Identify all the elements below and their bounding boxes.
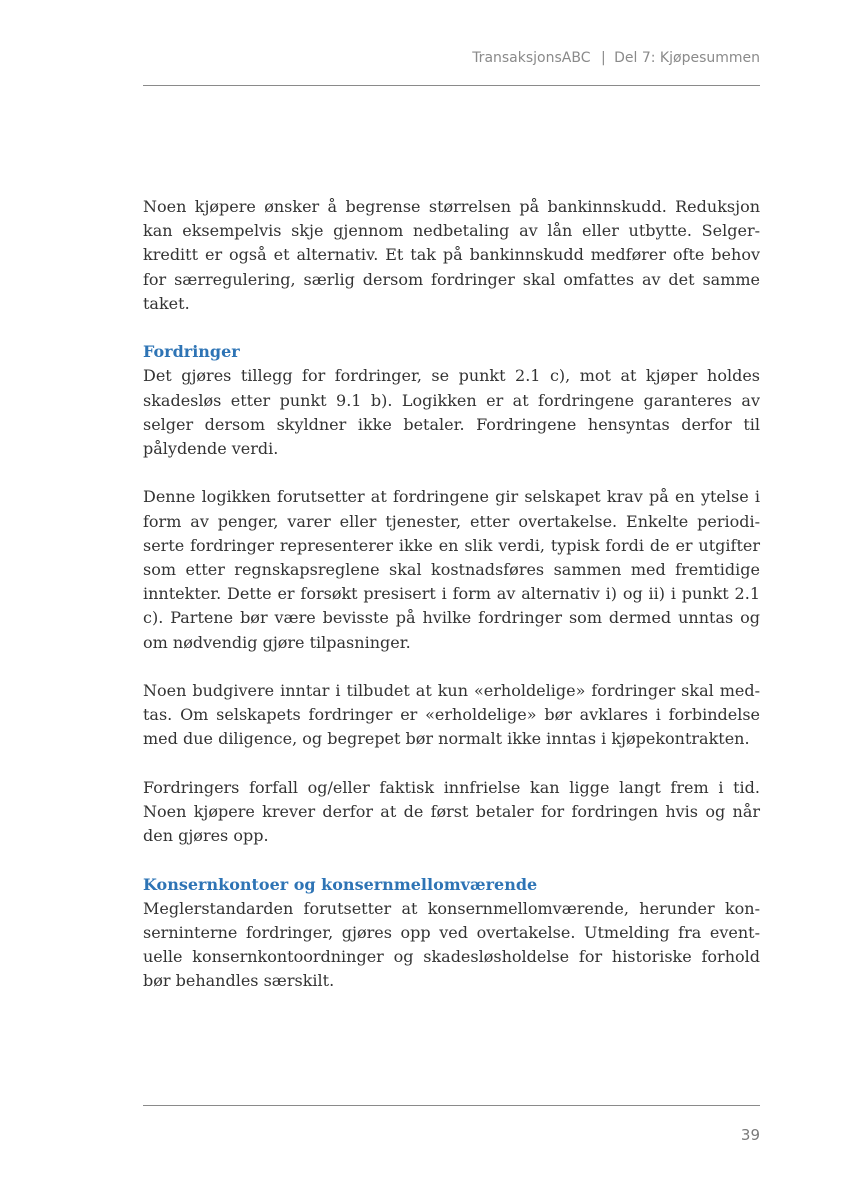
heading-konsernkontoer: Konsernkontoer og konsernmellomværende bbox=[143, 874, 538, 894]
header-divider bbox=[143, 85, 760, 86]
section-title: Del 7: Kjøpesummen bbox=[614, 50, 760, 66]
paragraph-konsernmellomvaerende: Meglerstandarden forutsetter at konsernmellomværende, herunder konserninterne fordringer, gjøres opp ved overtakelse. Utmelding fra eventuelle konsernkontoordninger og skadesløsholdelse for historiske forhold bør behandles særskilt. bbox=[143, 898, 760, 991]
paragraph-fordringer-tillegg: Det gjøres tillegg for fordringer, se punkt 2.1 c), mot at kjøper holdes skadesløs etter punkt 9.1 b). Logikken er at fordringene garanteres av selger dersom skyldner ikke betaler. Fordringene hensyntas derfor til pålydende verdi. bbox=[143, 366, 760, 459]
document-title: TransaksjonsABC bbox=[472, 50, 591, 66]
page-number: 39 bbox=[740, 1126, 760, 1144]
paragraph-bankinnskudd: Noen kjøpere ønsker å begrense størrelsen på bankinnskudd. Reduksjon kan eksempelvis skje gjennom nedbetaling av lån eller utbytte. Selgerkreditt er også et alternativ. Et tak på bankinnskudd medfører ofte behov for særregulering, særlig dersom fordringer skal omfattes av det samme taket. bbox=[143, 197, 760, 313]
footer-divider bbox=[143, 1105, 760, 1106]
heading-fordringer: Fordringer bbox=[143, 342, 240, 362]
paragraph-forfall: Fordringers forfall og/eller faktisk innfrielse kan ligge langt frem i tid. Noen kjøpere krever derfor at de først betaler for fordringen hvis og når den gjøres opp. bbox=[143, 777, 760, 846]
paragraph-erholdelige: Noen budgivere inntar i tilbudet at kun «erholdelige» fordringer skal medtas. Om selskapets fordringer er «erholdelige» bør avklares i forbindelse med due diligence, og begrepet bør normalt ikke inntas i kjøpekontrakten. bbox=[143, 681, 760, 749]
header-separator: | bbox=[600, 50, 606, 66]
page-body bbox=[143, 195, 760, 994]
paragraph-fordringer-logikk: Denne logikken forutsetter at fordringene gir selskapet krav på en ytelse i form av penger, varer eller tjenester, etter overtakelse. Enkelte periodiserte fordringer representerer ikke en slik verdi, typisk fordi de er utgifter som etter regnskapsreglene skal kostnadsføres sammen med fremtidige inntekter. Dette er forsøkt presisert i form av alternativ i) og ii) i punkt 2.1 c). Partene bør være bevisste på hvilke fordringer som dermed unntas og om nødvendig gjøre tilpasninger. bbox=[143, 487, 760, 652]
running-header bbox=[143, 48, 760, 68]
